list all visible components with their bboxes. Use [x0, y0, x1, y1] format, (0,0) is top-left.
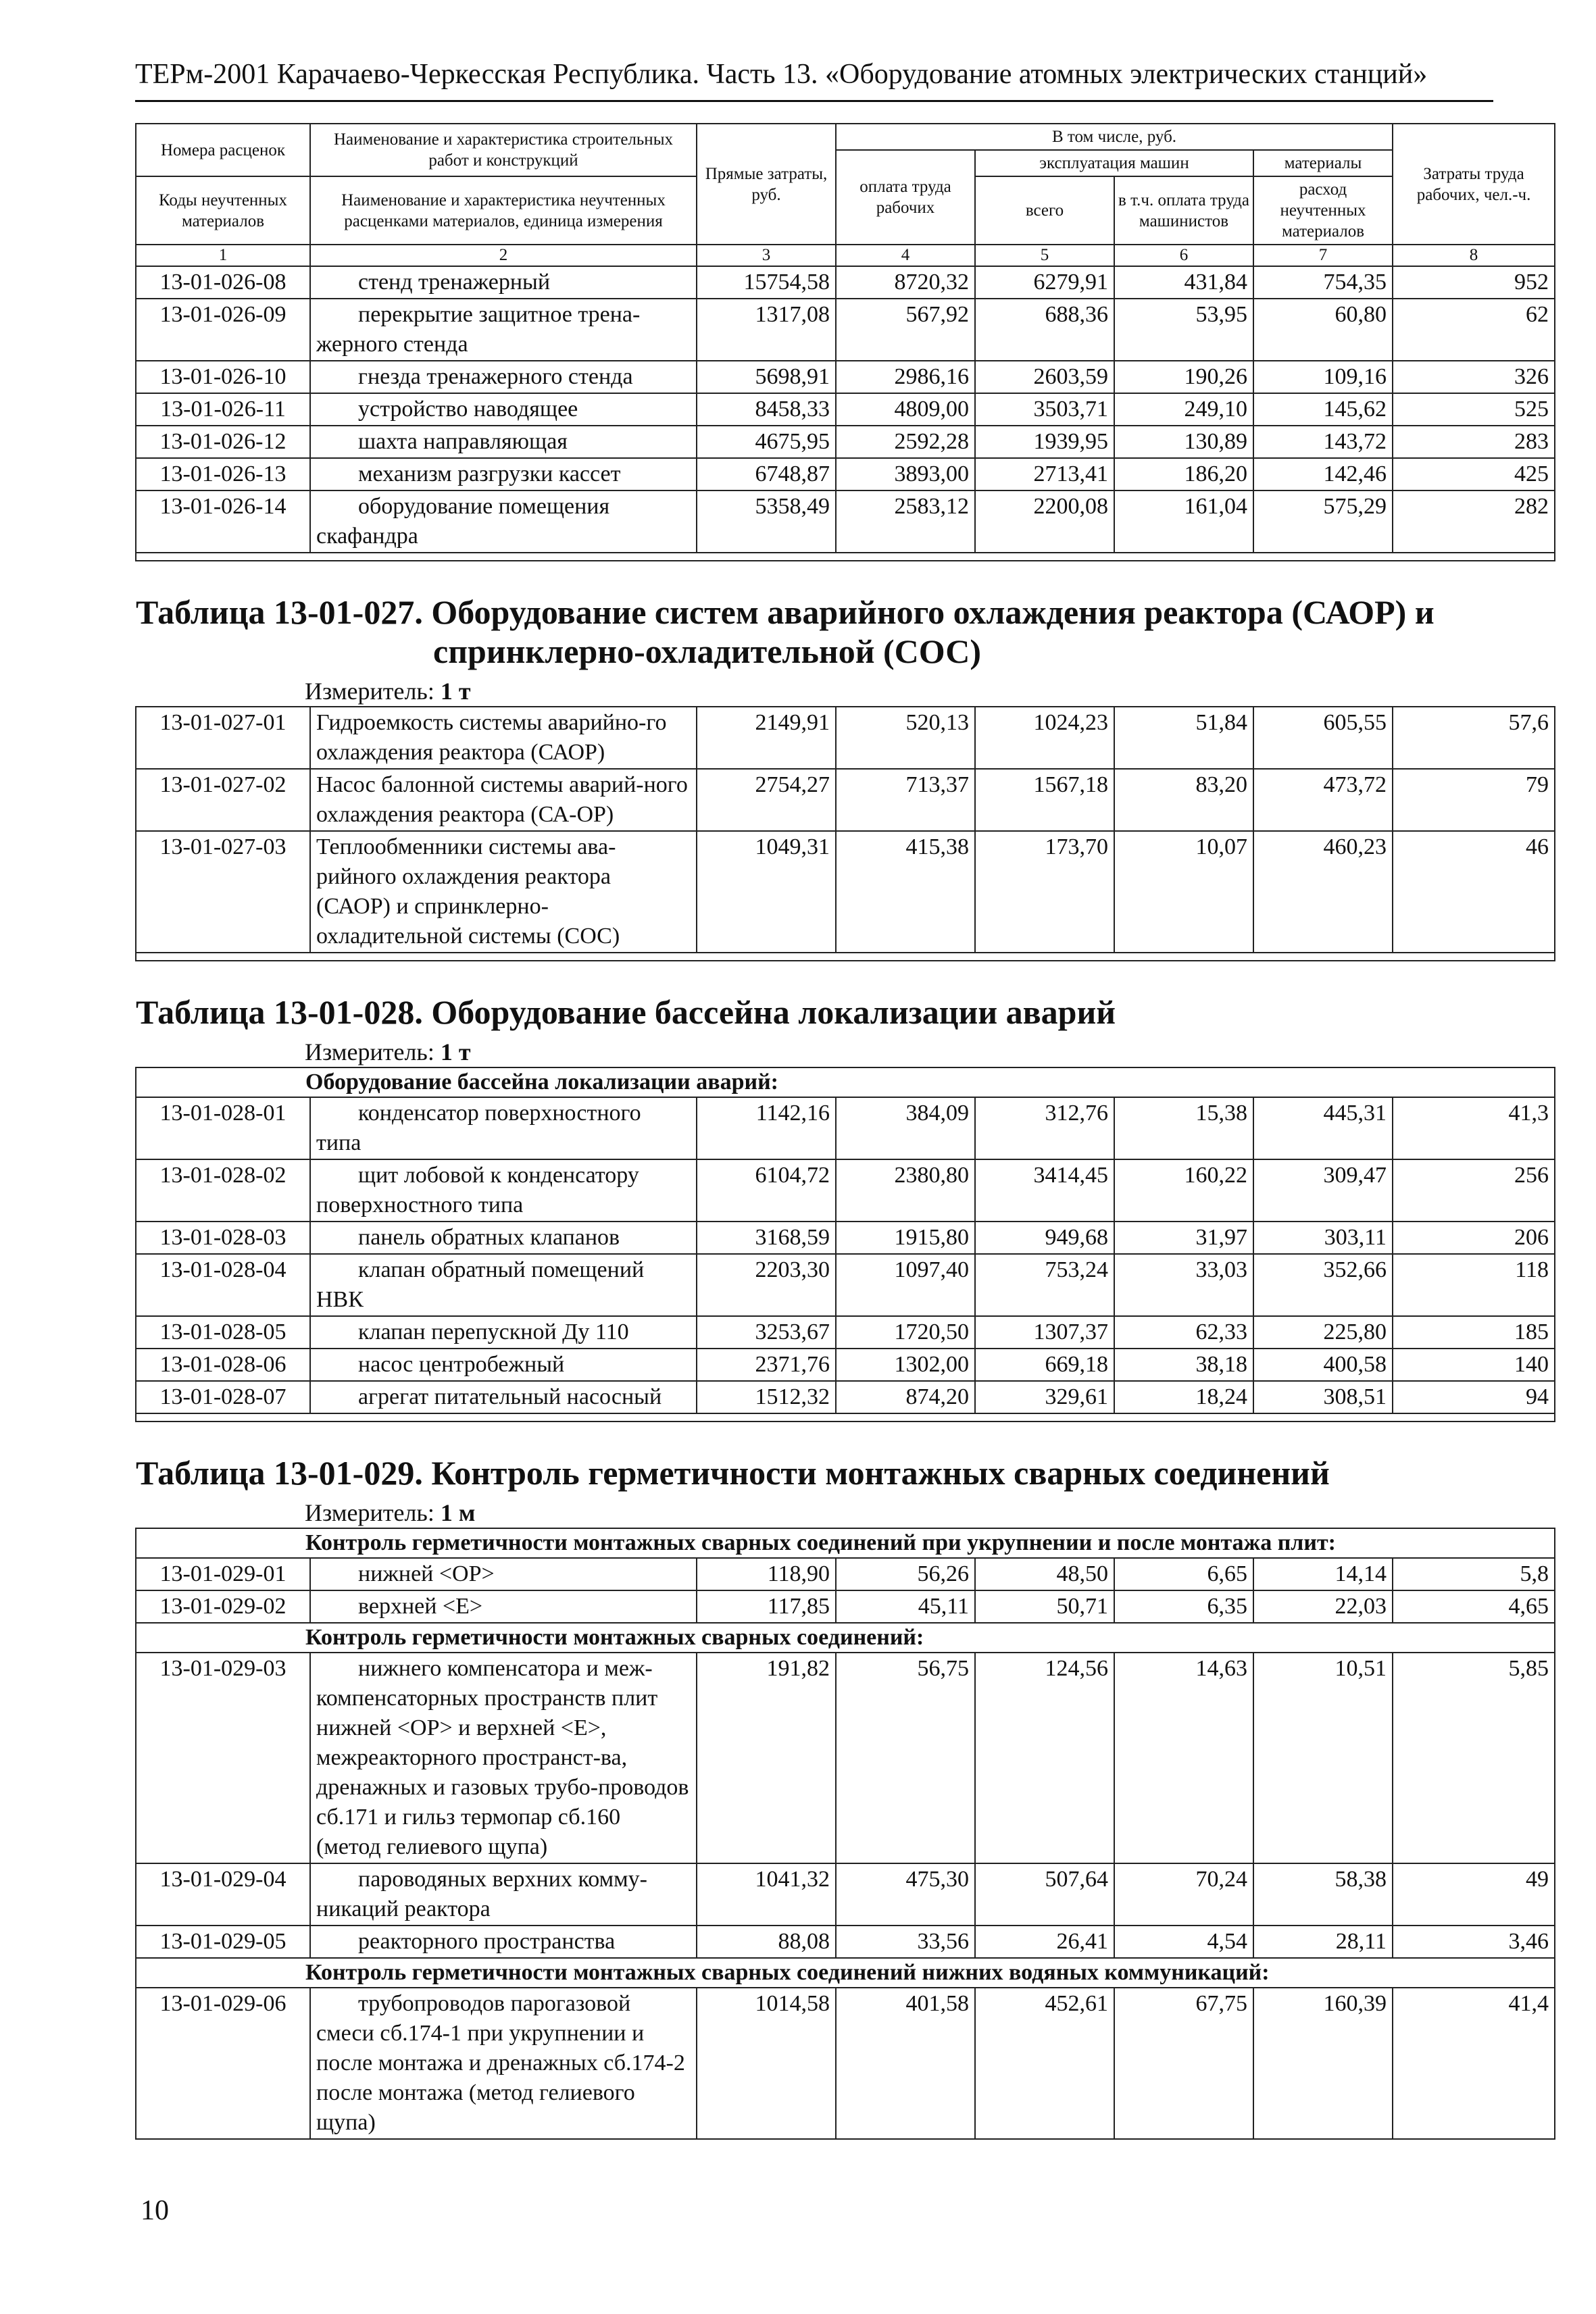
work-name: нижнего компенсатора и меж-компенсаторных пространств плит нижней <ОР> и верхней <Е>, межреакторного пространст-ва, дренажных и газовых трубо-проводов сб.171 и гильз термопар сб.160 (метод гелиевого щупа) [310, 1653, 697, 1863]
direct-costs: 3168,59 [697, 1222, 836, 1254]
column-number: 5 [975, 245, 1114, 266]
operator-pay: 67,75 [1114, 1988, 1253, 2139]
table-row [136, 1863, 1555, 1926]
direct-costs: 1142,16 [697, 1097, 836, 1159]
operator-pay: 83,20 [1114, 769, 1253, 831]
labor-hours: 140 [1393, 1349, 1555, 1381]
section-subheader: Контроль герметичности монтажных сварных соединений при укрупнении и после монтажа плит: [136, 1528, 1555, 1558]
table-header [136, 124, 1555, 266]
labor-pay: 713,37 [836, 769, 975, 831]
table-13-01-027-heading [136, 561, 1555, 707]
direct-costs: 2754,27 [697, 769, 836, 831]
unit-value: 1 т [440, 678, 471, 705]
labor-pay: 401,58 [836, 1988, 975, 2139]
rate-code: 13-01-028-02 [136, 1159, 310, 1222]
operator-pay: 70,24 [1114, 1863, 1253, 1926]
machine-total: 48,50 [975, 1558, 1114, 1590]
work-name: щит лобовой к конденсатору поверхностного типа [310, 1159, 697, 1222]
labor-hours: 3,46 [1393, 1926, 1555, 1958]
operator-pay: 4,54 [1114, 1926, 1253, 1958]
table-row [136, 1349, 1555, 1381]
rate-code: 13-01-029-05 [136, 1926, 310, 1958]
rates-table [135, 123, 1555, 2140]
labor-pay: 3893,00 [836, 458, 975, 491]
spacer-cell [136, 953, 1555, 961]
document-body [135, 123, 1554, 2140]
materials-cost: 10,51 [1253, 1653, 1393, 1863]
table-row [136, 1926, 1555, 1958]
labor-pay: 33,56 [836, 1926, 975, 1958]
rate-code: 13-01-029-01 [136, 1558, 310, 1590]
materials-cost: 400,58 [1253, 1349, 1393, 1381]
rate-code: 13-01-028-05 [136, 1316, 310, 1349]
labor-hours: 5,85 [1393, 1653, 1555, 1863]
operator-pay: 130,89 [1114, 426, 1253, 458]
table-row [136, 361, 1555, 393]
unit-label: Измеритель: [305, 1038, 434, 1065]
work-name: клапан перепускной Ду 110 [310, 1316, 697, 1349]
labor-hours: 41,3 [1393, 1097, 1555, 1159]
labor-pay: 56,75 [836, 1653, 975, 1863]
materials-cost: 445,31 [1253, 1097, 1393, 1159]
direct-costs: 2149,91 [697, 707, 836, 769]
materials-cost: 473,72 [1253, 769, 1393, 831]
work-name: реакторного пространства [310, 1926, 697, 1958]
table-row [136, 831, 1555, 953]
materials-cost: 460,23 [1253, 831, 1393, 953]
table-row [136, 1097, 1555, 1159]
rate-code: 13-01-029-06 [136, 1988, 310, 2139]
materials-cost: 605,55 [1253, 707, 1393, 769]
work-name: клапан обратный помещений НВК [310, 1254, 697, 1316]
rate-code: 13-01-028-01 [136, 1097, 310, 1159]
operator-pay: 38,18 [1114, 1349, 1253, 1381]
machine-total: 173,70 [975, 831, 1114, 953]
work-name: механизм разгрузки кассет [310, 458, 697, 491]
column-number: 7 [1253, 245, 1393, 266]
table-row [136, 1316, 1555, 1349]
column-number: 8 [1393, 245, 1555, 266]
labor-pay: 2592,28 [836, 426, 975, 458]
table-13-01-029-rows [136, 1988, 1555, 2139]
direct-costs: 3253,67 [697, 1316, 836, 1349]
labor-pay: 415,38 [836, 831, 975, 953]
direct-costs: 2203,30 [697, 1254, 836, 1316]
header-labor-hours: Затраты труда рабочих, чел.-ч. [1393, 124, 1555, 245]
materials-cost: 308,51 [1253, 1381, 1393, 1413]
unit-value: 1 м [440, 1499, 476, 1526]
direct-costs: 1049,31 [697, 831, 836, 953]
work-name: нижней <ОР> [310, 1558, 697, 1590]
machine-total: 1307,37 [975, 1316, 1114, 1349]
work-name: стенд тренажерный [310, 266, 697, 299]
machine-total: 6279,91 [975, 266, 1114, 299]
work-name: конденсатор поверхностного типа [310, 1097, 697, 1159]
work-name: панель обратных клапанов [310, 1222, 697, 1254]
operator-pay: 53,95 [1114, 299, 1253, 361]
rate-code: 13-01-026-13 [136, 458, 310, 491]
direct-costs: 1317,08 [697, 299, 836, 361]
direct-costs: 1014,58 [697, 1988, 836, 2139]
rate-code: 13-01-026-11 [136, 393, 310, 426]
column-number: 3 [697, 245, 836, 266]
header-rate-number: Номера расценок [136, 124, 310, 176]
machine-total: 3503,71 [975, 393, 1114, 426]
section-subheader: Контроль герметичности монтажных сварных соединений: [136, 1623, 1555, 1653]
machine-total: 2603,59 [975, 361, 1114, 393]
direct-costs: 118,90 [697, 1558, 836, 1590]
rate-code: 13-01-028-04 [136, 1254, 310, 1316]
materials-cost: 142,46 [1253, 458, 1393, 491]
rate-code: 13-01-027-02 [136, 769, 310, 831]
page-header: ТЕРм-2001 Карачаево-Черкесская Республика. Часть 13. «Оборудование атомных электрических станций» [135, 59, 1428, 90]
table-row [136, 1988, 1555, 2139]
operator-pay: 160,22 [1114, 1159, 1253, 1222]
work-name: насос центробежный [310, 1349, 697, 1381]
unit-value: 1 т [440, 1038, 471, 1065]
labor-pay: 567,92 [836, 299, 975, 361]
rate-code: 13-01-027-01 [136, 707, 310, 769]
table-row [136, 426, 1555, 458]
labor-hours: 94 [1393, 1381, 1555, 1413]
labor-pay: 2583,12 [836, 491, 975, 553]
materials-cost: 309,47 [1253, 1159, 1393, 1222]
materials-cost: 145,62 [1253, 393, 1393, 426]
header-materials: материалы [1253, 150, 1393, 176]
header-labor-pay: оплата труда рабочих [836, 150, 975, 245]
table-title: Таблица 13-01-029. Контроль герметичности монтажных сварных соединений [136, 1454, 1330, 1492]
table-title: Таблица 13-01-028. Оборудование бассейна локализации аварий [136, 993, 1116, 1031]
operator-pay: 6,65 [1114, 1558, 1253, 1590]
table-13-01-028-heading [136, 961, 1555, 1097]
work-name: перекрытие защитное трена-жерного стенда [310, 299, 697, 361]
table-title-line: Таблица 13-01-027. Оборудование систем аварийного охлаждения реактора (САОР) и [136, 593, 1435, 631]
table-title-line: спринклерно-охладительной (СОС) [433, 632, 982, 670]
work-name: Гидроемкость системы аварийно-го охлаждения реактора (САОР) [310, 707, 697, 769]
table-13-01-029-rows [136, 1558, 1555, 1623]
unit-of-measure [136, 675, 1555, 707]
labor-hours: 4,65 [1393, 1590, 1555, 1623]
work-name: устройство наводящее [310, 393, 697, 426]
header-work-name: Наименование и характеристика строительных работ и конструкций [310, 124, 697, 176]
labor-hours: 5,8 [1393, 1558, 1555, 1590]
work-name: агрегат питательный насосный [310, 1381, 697, 1413]
work-name: Насос балонной системы аварий-ного охлаждения реактора (СА-ОР) [310, 769, 697, 831]
operator-pay: 62,33 [1114, 1316, 1253, 1349]
machine-total: 329,61 [975, 1381, 1114, 1413]
section-subheader: Оборудование бассейна локализации аварий: [136, 1067, 1555, 1097]
table-13-01-026-rows [136, 266, 1555, 561]
materials-cost: 575,29 [1253, 491, 1393, 553]
table-row [136, 769, 1555, 831]
rate-code: 13-01-029-02 [136, 1590, 310, 1623]
labor-hours: 256 [1393, 1159, 1555, 1222]
header-machine-total: всего [975, 176, 1114, 245]
work-name: верхней <Е> [310, 1590, 697, 1623]
machine-total: 124,56 [975, 1653, 1114, 1863]
table-row [136, 266, 1555, 299]
spacer-row [136, 953, 1555, 961]
spacer-row [136, 1413, 1555, 1422]
labor-hours: 185 [1393, 1316, 1555, 1349]
column-number: 4 [836, 245, 975, 266]
work-name: гнезда тренажерного стенда [310, 361, 697, 393]
direct-costs: 6104,72 [697, 1159, 836, 1222]
labor-pay: 45,11 [836, 1590, 975, 1623]
direct-costs: 6748,87 [697, 458, 836, 491]
materials-cost: 303,11 [1253, 1222, 1393, 1254]
table-title [136, 561, 1555, 675]
spacer-cell [136, 553, 1555, 561]
labor-pay: 4809,00 [836, 393, 975, 426]
labor-pay: 475,30 [836, 1863, 975, 1926]
rate-code: 13-01-026-10 [136, 361, 310, 393]
work-name: шахта направляющая [310, 426, 697, 458]
materials-cost: 28,11 [1253, 1926, 1393, 1958]
labor-pay: 1720,50 [836, 1316, 975, 1349]
unit-of-measure [136, 1496, 1555, 1528]
rate-code: 13-01-028-06 [136, 1349, 310, 1381]
direct-costs: 8458,33 [697, 393, 836, 426]
labor-hours: 79 [1393, 769, 1555, 831]
materials-cost: 754,35 [1253, 266, 1393, 299]
labor-pay: 2380,80 [836, 1159, 975, 1222]
labor-hours: 952 [1393, 266, 1555, 299]
table-row [136, 299, 1555, 361]
direct-costs: 1041,32 [697, 1863, 836, 1926]
labor-pay: 874,20 [836, 1381, 975, 1413]
labor-pay: 2986,16 [836, 361, 975, 393]
table-13-01-028-rows [136, 1097, 1555, 1422]
operator-pay: 249,10 [1114, 393, 1253, 426]
rate-code: 13-01-026-08 [136, 266, 310, 299]
header-material-names: Наименование и характеристика неучтенных расценками материалов, единица измерения [310, 176, 697, 245]
rate-code: 13-01-028-03 [136, 1222, 310, 1254]
operator-pay: 186,20 [1114, 458, 1253, 491]
operator-pay: 18,24 [1114, 1381, 1253, 1413]
rate-code: 13-01-028-07 [136, 1381, 310, 1413]
machine-total: 753,24 [975, 1254, 1114, 1316]
work-name: пароводяных верхних комму-никаций реактора [310, 1863, 697, 1926]
direct-costs: 1512,32 [697, 1381, 836, 1413]
spacer-cell [136, 1413, 1555, 1422]
materials-cost: 160,39 [1253, 1988, 1393, 2139]
table-row [136, 393, 1555, 426]
header-operator-pay: в т.ч. оплата труда машинистов [1114, 176, 1253, 245]
table-row [136, 1381, 1555, 1413]
labor-pay: 384,09 [836, 1097, 975, 1159]
materials-cost: 14,14 [1253, 1558, 1393, 1590]
labor-hours: 206 [1393, 1222, 1555, 1254]
work-name: оборудование помещения скафандра [310, 491, 697, 553]
labor-hours: 525 [1393, 393, 1555, 426]
rate-code: 13-01-029-04 [136, 1863, 310, 1926]
direct-costs: 88,08 [697, 1926, 836, 1958]
machine-total: 2200,08 [975, 491, 1114, 553]
materials-cost: 60,80 [1253, 299, 1393, 361]
table-row [136, 707, 1555, 769]
operator-pay: 161,04 [1114, 491, 1253, 553]
operator-pay: 33,03 [1114, 1254, 1253, 1316]
header-direct-costs: Прямые затраты, руб. [697, 124, 836, 245]
materials-cost: 109,16 [1253, 361, 1393, 393]
labor-pay: 1302,00 [836, 1349, 975, 1381]
machine-total: 507,64 [975, 1863, 1114, 1926]
labor-hours: 425 [1393, 458, 1555, 491]
labor-pay: 1097,40 [836, 1254, 975, 1316]
machine-total: 452,61 [975, 1988, 1114, 2139]
direct-costs: 2371,76 [697, 1349, 836, 1381]
labor-hours: 49 [1393, 1863, 1555, 1926]
table-row [136, 491, 1555, 553]
direct-costs: 191,82 [697, 1653, 836, 1863]
table-13-01-027-rows [136, 707, 1555, 961]
direct-costs: 5358,49 [697, 491, 836, 553]
labor-pay: 56,26 [836, 1558, 975, 1590]
table-13-01-029-subsection [136, 1958, 1555, 1988]
materials-cost: 352,66 [1253, 1254, 1393, 1316]
work-name: Теплообменники системы ава-рийного охлаждения реактора (САОР) и спринклерно-охладительной системы (СОС) [310, 831, 697, 953]
labor-hours: 57,6 [1393, 707, 1555, 769]
operator-pay: 51,84 [1114, 707, 1253, 769]
unit-label: Измеритель: [305, 678, 434, 705]
operator-pay: 10,07 [1114, 831, 1253, 953]
table-row [136, 1653, 1555, 1863]
unit-label: Измеритель: [305, 1499, 434, 1526]
materials-cost: 225,80 [1253, 1316, 1393, 1349]
labor-hours: 326 [1393, 361, 1555, 393]
header-machine-operation: эксплуатация машин [975, 150, 1253, 176]
machine-total: 50,71 [975, 1590, 1114, 1623]
materials-cost: 22,03 [1253, 1590, 1393, 1623]
machine-total: 312,76 [975, 1097, 1114, 1159]
machine-total: 2713,41 [975, 458, 1114, 491]
direct-costs: 5698,91 [697, 361, 836, 393]
materials-cost: 58,38 [1253, 1863, 1393, 1926]
direct-costs: 15754,58 [697, 266, 836, 299]
spacer-row [136, 553, 1555, 561]
header-material-consumption: расход неучтенных материалов [1253, 176, 1393, 245]
table-row [136, 1222, 1555, 1254]
rate-code: 13-01-026-09 [136, 299, 310, 361]
table-row [136, 458, 1555, 491]
labor-hours: 282 [1393, 491, 1555, 553]
table-row [136, 1254, 1555, 1316]
labor-pay: 520,13 [836, 707, 975, 769]
labor-pay: 1915,80 [836, 1222, 975, 1254]
machine-total: 669,18 [975, 1349, 1114, 1381]
rate-code: 13-01-027-03 [136, 831, 310, 953]
header-including: В том числе, руб. [836, 124, 1393, 150]
operator-pay: 431,84 [1114, 266, 1253, 299]
table-13-01-029-heading [136, 1422, 1555, 1558]
labor-pay: 8720,32 [836, 266, 975, 299]
machine-total: 1567,18 [975, 769, 1114, 831]
machine-total: 1939,95 [975, 426, 1114, 458]
table-13-01-029-subsection [136, 1623, 1555, 1653]
column-number: 1 [136, 245, 310, 266]
column-number: 2 [310, 245, 697, 266]
direct-costs: 4675,95 [697, 426, 836, 458]
page-number: 10 [141, 2195, 169, 2226]
labor-hours: 41,4 [1393, 1988, 1555, 2139]
column-number: 6 [1114, 245, 1253, 266]
rate-code: 13-01-026-14 [136, 491, 310, 553]
operator-pay: 31,97 [1114, 1222, 1253, 1254]
operator-pay: 190,26 [1114, 361, 1253, 393]
machine-total: 1024,23 [975, 707, 1114, 769]
rate-code: 13-01-029-03 [136, 1653, 310, 1863]
rate-code: 13-01-026-12 [136, 426, 310, 458]
operator-pay: 14,63 [1114, 1653, 1253, 1863]
machine-total: 26,41 [975, 1926, 1114, 1958]
labor-hours: 283 [1393, 426, 1555, 458]
labor-hours: 46 [1393, 831, 1555, 953]
operator-pay: 6,35 [1114, 1590, 1253, 1623]
direct-costs: 117,85 [697, 1590, 836, 1623]
machine-total: 3414,45 [975, 1159, 1114, 1222]
table-row [136, 1558, 1555, 1590]
header-material-codes: Коды неучтенных материалов [136, 176, 310, 245]
labor-hours: 62 [1393, 299, 1555, 361]
machine-total: 688,36 [975, 299, 1114, 361]
operator-pay: 15,38 [1114, 1097, 1253, 1159]
machine-total: 949,68 [975, 1222, 1114, 1254]
table-row [136, 1159, 1555, 1222]
work-name: трубопроводов парогазовой смеси сб.174-1 при укрупнении и после монтажа и дренажных сб.174-2 после монтажа (метод гелиевого щупа) [310, 1988, 697, 2139]
table-row [136, 1590, 1555, 1623]
table-13-01-029-rows [136, 1653, 1555, 1958]
labor-hours: 118 [1393, 1254, 1555, 1316]
section-subheader: Контроль герметичности монтажных сварных соединений нижних водяных коммуникаций: [136, 1958, 1555, 1988]
materials-cost: 143,72 [1253, 426, 1393, 458]
header-rule [135, 100, 1493, 102]
unit-of-measure [136, 1036, 1555, 1067]
